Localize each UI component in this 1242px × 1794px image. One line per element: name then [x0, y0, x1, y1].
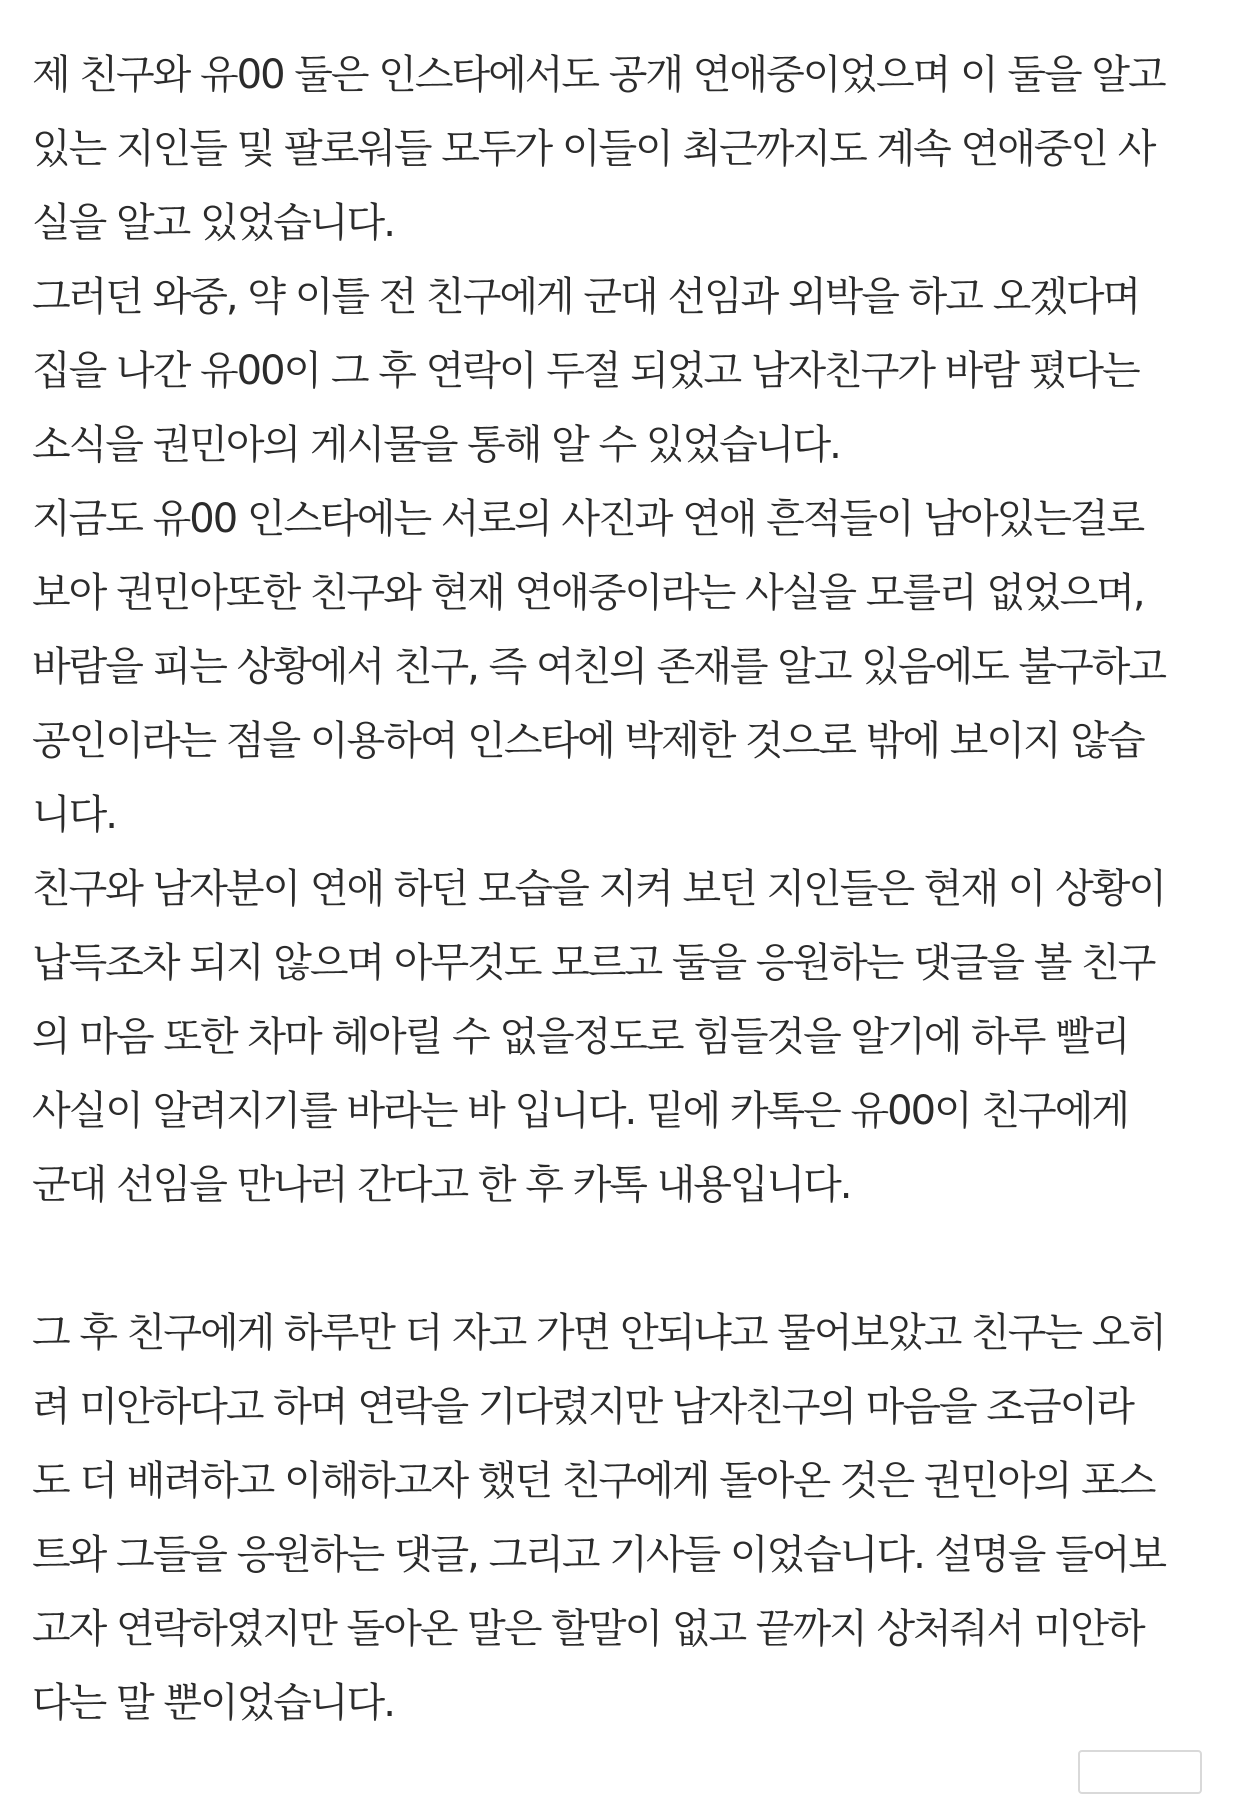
paragraph-line: 소식을 권민아의 게시물을 통해 알 수 있었습니다.	[32, 422, 840, 468]
paragraph-line: 보아 권민아또한 친구와 현재 연애중이라는 사실을 모를리 없었으며,	[32, 570, 1144, 616]
paragraph-line: 트와 그들을 응원하는 댓글, 그리고 기사들 이었습니다. 설명을 들어보	[32, 1532, 1166, 1578]
paragraph-line: 고자 연락하였지만 돌아온 말은 할말이 없고 끝까지 상처줘서 미안하	[32, 1606, 1144, 1652]
paragraph-line: 도 더 배려하고 이해하고자 했던 친구에게 돌아온 것은 권민아의 포스	[32, 1458, 1155, 1504]
paragraph-line: 군대 선임을 만나러 간다고 한 후 카톡 내용입니다.	[32, 1162, 851, 1208]
paragraph-line: 그러던 와중, 약 이틀 전 친구에게 군대 선임과 외박을 하고 오겠다며	[32, 274, 1140, 320]
paragraph-line: 집을 나간 유00이 그 후 연락이 두절 되었고 남자친구가 바람 폈다는	[32, 348, 1139, 394]
paragraph-line: 그 후 친구에게 하루만 더 자고 가면 안되냐고 물어보았고 친구는 오히	[32, 1310, 1166, 1356]
paragraph-line: 친구와 남자분이 연애 하던 모습을 지켜 보던 지인들은 현재 이 상황이	[32, 866, 1166, 912]
paragraph-line: 바람을 피는 상황에서 친구, 즉 여친의 존재를 알고 있음에도 불구하고	[32, 644, 1166, 690]
paragraph-line: 니다.	[32, 792, 116, 838]
paragraph-spacer	[32, 1222, 1222, 1296]
paragraph-line: 다는 말 뿐이었습니다.	[32, 1680, 394, 1726]
paragraph-line: 실을 알고 있었습니다.	[32, 200, 394, 246]
floating-action-box[interactable]	[1078, 1750, 1202, 1794]
paragraph-line: 사실이 알려지기를 바라는 바 입니다. 밑에 카톡은 유00이 친구에게	[32, 1088, 1128, 1134]
paragraph-line: 있는 지인들 및 팔로워들 모두가 이들이 최근까지도 계속 연애중인 사	[32, 126, 1155, 172]
paragraph-line: 납득조차 되지 않으며 아무것도 모르고 둘을 응원하는 댓글을 볼 친구	[32, 940, 1155, 986]
paragraph-line: 제 친구와 유00 둘은 인스타에서도 공개 연애중이었으며 이 둘을 알고	[32, 52, 1165, 98]
paragraph-line: 의 마음 또한 차마 헤아릴 수 없을정도로 힘들것을 알기에 하루 빨리	[32, 1014, 1129, 1060]
article-body	[32, 38, 1222, 1740]
paragraph-line: 공인이라는 점을 이용하여 인스타에 박제한 것으로 밖에 보이지 않습	[32, 718, 1144, 764]
paragraph-line: 려 미안하다고 하며 연락을 기다렸지만 남자친구의 마음을 조금이라	[32, 1384, 1133, 1430]
paragraph-line: 지금도 유00 인스타에는 서로의 사진과 연애 흔적들이 남아있는걸로	[32, 496, 1144, 542]
